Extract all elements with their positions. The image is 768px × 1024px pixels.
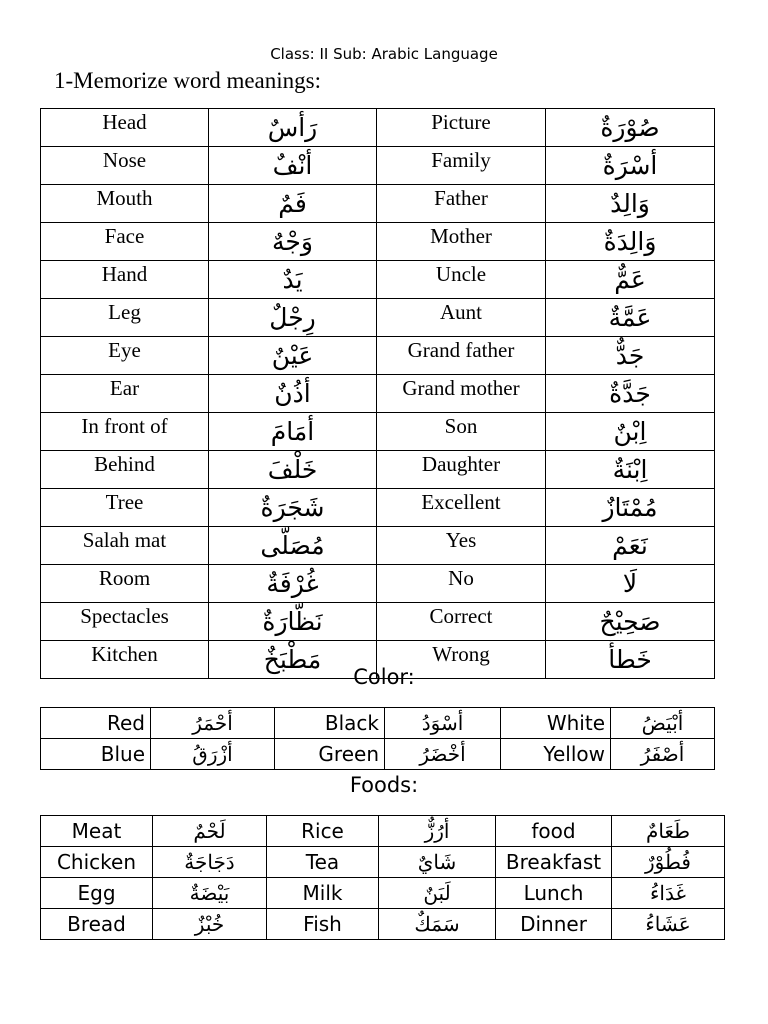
table-row [41, 185, 715, 223]
arabic-word-cell: عَمٌّ [546, 261, 715, 299]
arabic-word-cell: رَأسٌ [209, 109, 377, 147]
foods-table [40, 815, 725, 940]
arabic-word-cell: وَالِدَةٌ [546, 223, 715, 261]
arabic-word-cell: طَعَامٌ [612, 816, 725, 847]
english-word-cell: Fish [267, 909, 379, 940]
arabic-word-cell: نَعَمْ [546, 527, 715, 565]
english-word-cell: Father [377, 185, 546, 223]
english-word-cell: Dinner [496, 909, 612, 940]
table-row [41, 565, 715, 603]
arabic-word-cell: وَالِدٌ [546, 185, 715, 223]
arabic-word-cell: مُمْتَازٌ [546, 489, 715, 527]
english-word-cell: Breakfast [496, 847, 612, 878]
english-word-cell: Chicken [41, 847, 153, 878]
english-word-cell: Salah mat [41, 527, 209, 565]
arabic-word-cell: صَحِيْحٌ [546, 603, 715, 641]
english-word-cell: Blue [41, 739, 151, 770]
english-word-cell: Eye [41, 337, 209, 375]
english-word-cell: Behind [41, 451, 209, 489]
english-word-cell: Yes [377, 527, 546, 565]
english-word-cell: Milk [267, 878, 379, 909]
english-word-cell: Face [41, 223, 209, 261]
english-word-cell: Family [377, 147, 546, 185]
english-word-cell: Mother [377, 223, 546, 261]
table-row [41, 451, 715, 489]
english-word-cell: Tea [267, 847, 379, 878]
arabic-word-cell: عَيْنٌ [209, 337, 377, 375]
english-word-cell: Tree [41, 489, 209, 527]
arabic-word-cell: غُرْفَةٌ [209, 565, 377, 603]
arabic-word-cell: مَطْبَخٌ [209, 641, 377, 679]
english-word-cell: Uncle [377, 261, 546, 299]
english-word-cell: Green [275, 739, 385, 770]
english-word-cell: Head [41, 109, 209, 147]
arabic-word-cell: أحْمَرُ [151, 708, 275, 739]
arabic-word-cell: عَشَاءُ [612, 909, 725, 940]
english-word-cell: White [501, 708, 611, 739]
arabic-word-cell: أصْفَرُ [611, 739, 715, 770]
table-row [41, 147, 715, 185]
arabic-word-cell: دَجَاجَةٌ [153, 847, 267, 878]
english-word-cell: Ear [41, 375, 209, 413]
english-word-cell: Bread [41, 909, 153, 940]
arabic-word-cell: يَدٌ [209, 261, 377, 299]
table-row [41, 489, 715, 527]
arabic-word-cell: لَا [546, 565, 715, 603]
english-word-cell: Nose [41, 147, 209, 185]
arabic-word-cell: أنْفٌ [209, 147, 377, 185]
arabic-word-cell: غَدَاءُ [612, 878, 725, 909]
table-row [41, 816, 725, 847]
arabic-word-cell: مُصَلّى [209, 527, 377, 565]
arabic-word-cell: أبْيَضُ [611, 708, 715, 739]
arabic-word-cell: أرُزٌّ [379, 816, 496, 847]
color-section-title: Color: [353, 665, 415, 689]
class-subject-line: Class: II Sub: Arabic Language [270, 45, 498, 63]
arabic-word-cell: لَبَنٌ [379, 878, 496, 909]
arabic-word-cell: نَظّارَةٌ [209, 603, 377, 641]
table-row [41, 299, 715, 337]
english-word-cell: Yellow [501, 739, 611, 770]
english-word-cell: Excellent [377, 489, 546, 527]
english-word-cell: Daughter [377, 451, 546, 489]
english-word-cell: Grand mother [377, 375, 546, 413]
color-table [40, 707, 715, 770]
english-word-cell: food [496, 816, 612, 847]
table-row [41, 261, 715, 299]
arabic-word-cell: بَيْضَةٌ [153, 878, 267, 909]
english-word-cell: Son [377, 413, 546, 451]
english-word-cell: Mouth [41, 185, 209, 223]
arabic-word-cell: أسْرَةٌ [546, 147, 715, 185]
arabic-word-cell: أخْضَرُ [385, 739, 501, 770]
table-row [41, 413, 715, 451]
vocabulary-table [40, 108, 715, 679]
arabic-word-cell: صُوْرَةٌ [546, 109, 715, 147]
arabic-word-cell: وَجْهٌ [209, 223, 377, 261]
table-row [41, 109, 715, 147]
arabic-word-cell: أمَامَ [209, 413, 377, 451]
arabic-word-cell: أسْوَدُ [385, 708, 501, 739]
page-title: 1-Memorize word meanings: [54, 68, 321, 93]
table-row [41, 527, 715, 565]
arabic-word-cell: أذُنٌ [209, 375, 377, 413]
foods-section-title: Foods: [349, 773, 419, 797]
arabic-word-cell: أزْرَقُ [151, 739, 275, 770]
table-row [41, 337, 715, 375]
english-word-cell: Meat [41, 816, 153, 847]
arabic-word-cell: اِبْنٌ [546, 413, 715, 451]
table-row [41, 878, 725, 909]
arabic-word-cell: سَمَكٌ [379, 909, 496, 940]
english-word-cell: Wrong [377, 641, 546, 679]
arabic-word-cell: اِبْنَةٌ [546, 451, 715, 489]
table-row [41, 708, 715, 739]
english-word-cell: Egg [41, 878, 153, 909]
english-word-cell: Room [41, 565, 209, 603]
english-word-cell: Black [275, 708, 385, 739]
arabic-word-cell: خَلْفَ [209, 451, 377, 489]
arabic-word-cell: شَايٌ [379, 847, 496, 878]
english-word-cell: No [377, 565, 546, 603]
arabic-word-cell: خُبْزٌ [153, 909, 267, 940]
arabic-word-cell: عَمَّةٌ [546, 299, 715, 337]
table-row [41, 375, 715, 413]
english-word-cell: Kitchen [41, 641, 209, 679]
english-word-cell: Rice [267, 816, 379, 847]
arabic-word-cell: خَطأٌ [546, 641, 715, 679]
arabic-word-cell: شَجَرَةٌ [209, 489, 377, 527]
arabic-word-cell: لَحْمٌ [153, 816, 267, 847]
table-row [41, 847, 725, 878]
arabic-word-cell: جَدٌّ [546, 337, 715, 375]
english-word-cell: Red [41, 708, 151, 739]
arabic-word-cell: رِجْلٌ [209, 299, 377, 337]
arabic-word-cell: فَمٌ [209, 185, 377, 223]
table-row [41, 739, 715, 770]
table-row [41, 909, 725, 940]
english-word-cell: Lunch [496, 878, 612, 909]
arabic-word-cell: فُطُوْرٌ [612, 847, 725, 878]
english-word-cell: Spectacles [41, 603, 209, 641]
english-word-cell: Aunt [377, 299, 546, 337]
english-word-cell: Picture [377, 109, 546, 147]
english-word-cell: In front of [41, 413, 209, 451]
table-row [41, 603, 715, 641]
arabic-word-cell: جَدَّةٌ [546, 375, 715, 413]
table-row [41, 223, 715, 261]
english-word-cell: Correct [377, 603, 546, 641]
english-word-cell: Leg [41, 299, 209, 337]
english-word-cell: Grand father [377, 337, 546, 375]
english-word-cell: Hand [41, 261, 209, 299]
